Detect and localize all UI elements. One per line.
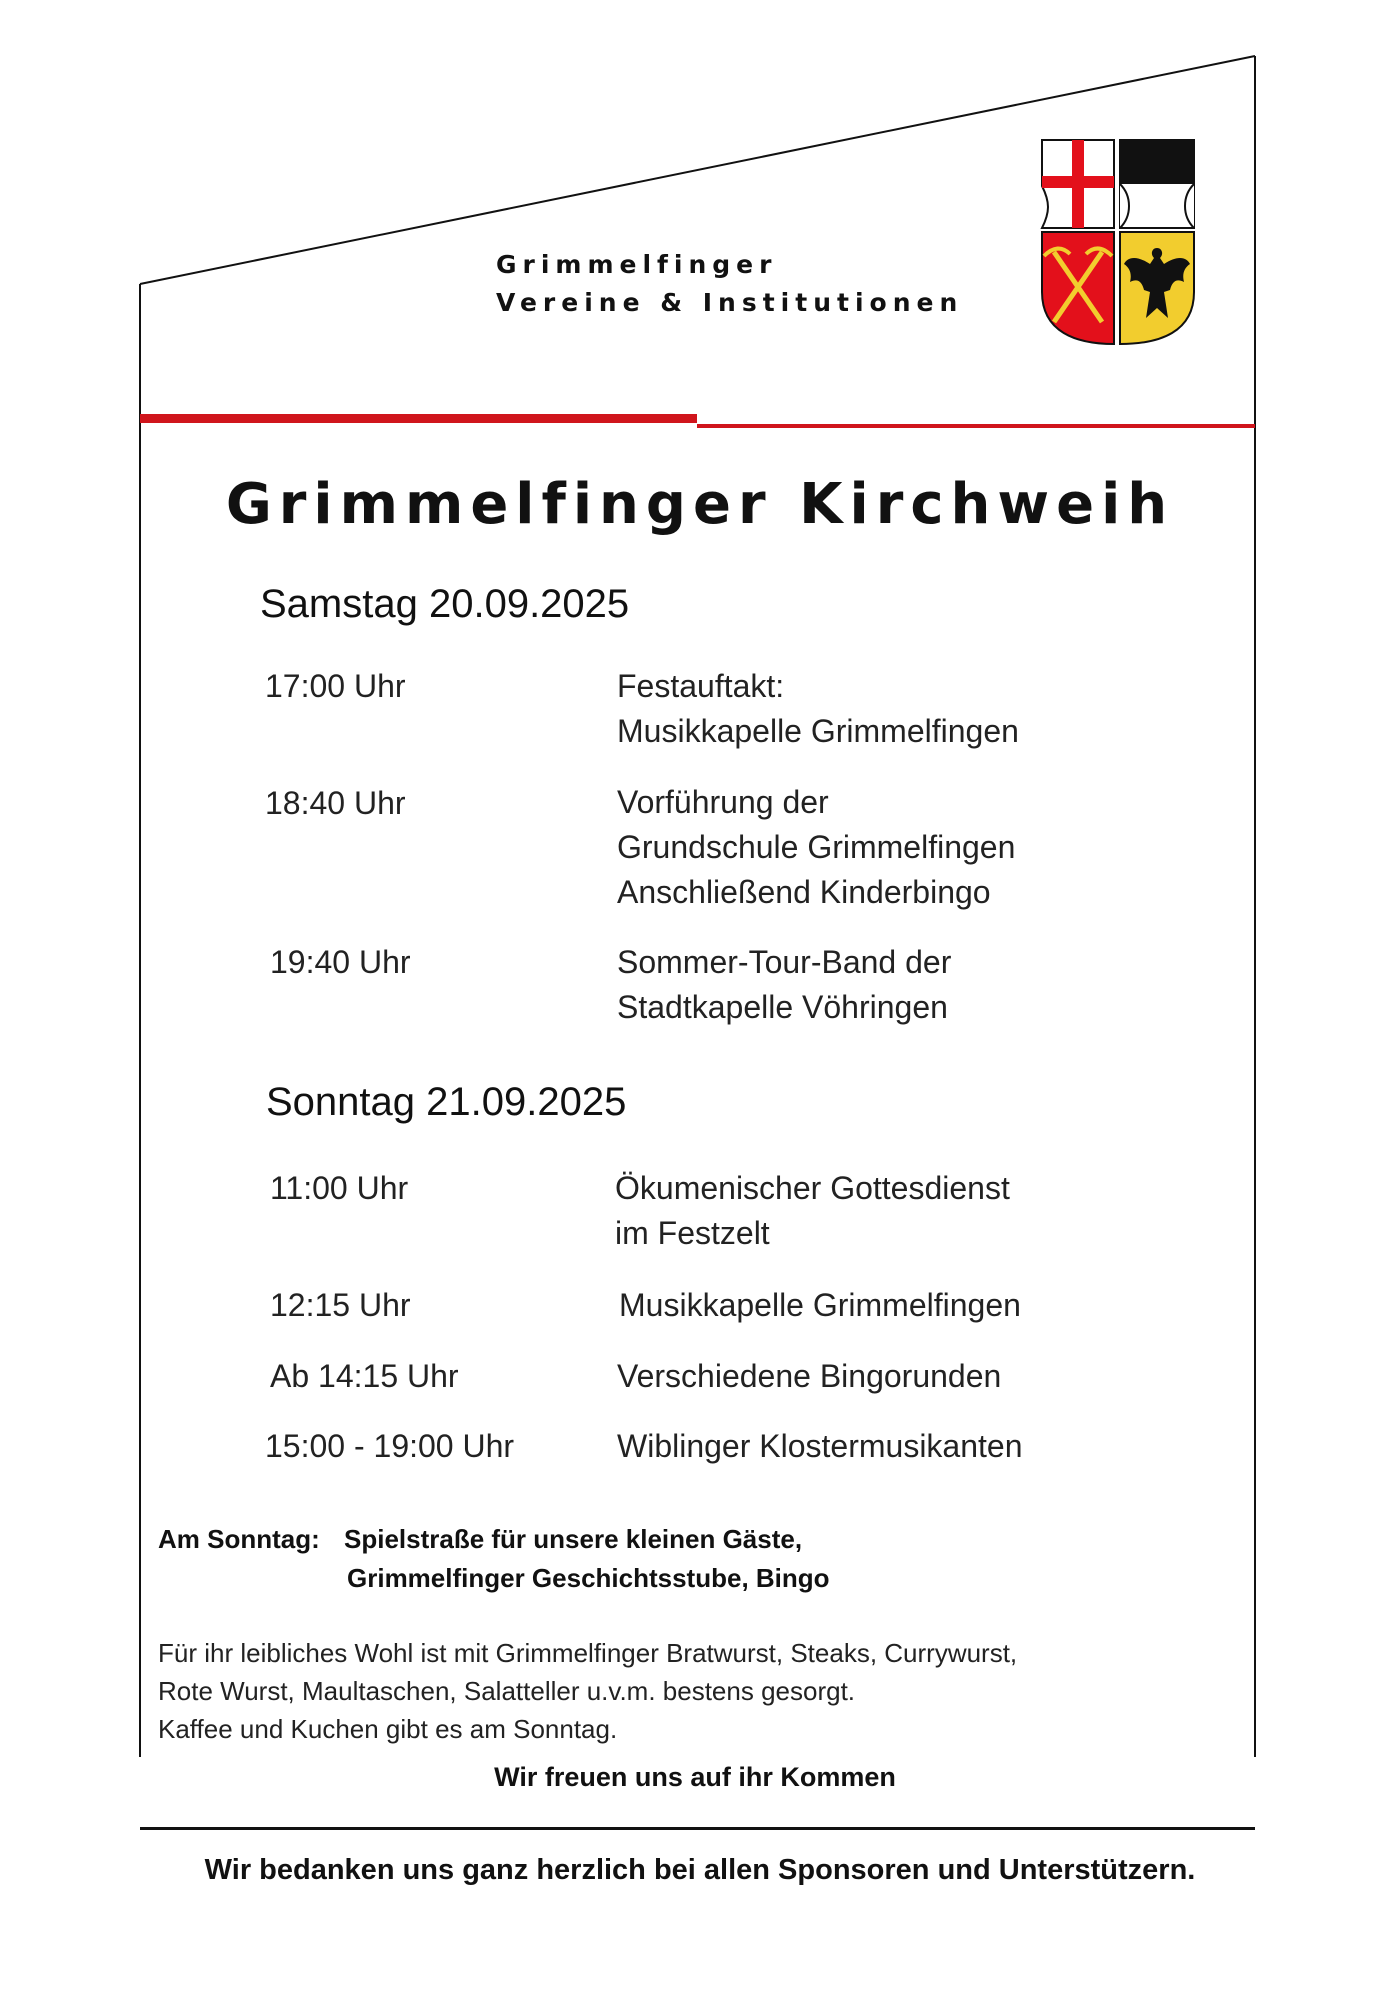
- event-time: 11:00 Uhr: [270, 1170, 409, 1206]
- event-title: Grimmelfinger Kirchweih: [225, 472, 1175, 537]
- footer-divider: [140, 1827, 1255, 1830]
- event-activity: Musikkapelle Grimmelfingen: [619, 1287, 1021, 1323]
- sunday-note-line1: Spielstraße für unsere kleinen Gäste,: [344, 1524, 803, 1554]
- event-time: 17:00 Uhr: [265, 668, 406, 704]
- event-time: 19:40 Uhr: [270, 944, 411, 980]
- coat-of-arms-icon: [1036, 132, 1200, 348]
- event-time: 15:00 - 19:00 Uhr: [265, 1428, 515, 1464]
- event-activity: Ökumenischer Gottesdienst im Festzelt: [615, 1170, 1010, 1251]
- event-activity: Festauftakt: Musikkapelle Grimmelfingen: [617, 668, 1019, 749]
- sponsor-thanks: Wir bedanken uns ganz herzlich bei allen Sponsoren und Unterstützern.: [204, 1854, 1196, 1886]
- org-name-line1: Grimmelfinger: [496, 250, 778, 279]
- event-activity: Vorführung der Grundschule Grimmelfingen Anschließend Kinderbingo: [617, 784, 1016, 910]
- day-heading-sunday: Sonntag 21.09.2025: [266, 1080, 627, 1124]
- event-time: Ab 14:15 Uhr: [270, 1358, 459, 1394]
- event-time: 12:15 Uhr: [270, 1287, 411, 1323]
- accent-bar-thin: [697, 424, 1255, 428]
- event-activity: Verschiedene Bingorunden: [617, 1358, 1002, 1394]
- catering-info: Für ihr leibliches Wohl ist mit Grimmelfinger Bratwurst, Steaks, Currywurst, Rote Wurst, Maultaschen, Salatteller u.v.m. bestens gesorgt. Kaffee und Kuchen gibt es am Sonntag.: [158, 1638, 1018, 1744]
- event-activity: Sommer-Tour-Band der Stadtkapelle Vöhringen: [617, 944, 952, 1025]
- event-activity: Wiblinger Klostermusikanten: [617, 1428, 1023, 1464]
- sunday-note-label: Am Sonntag:: [158, 1524, 320, 1554]
- day-heading-saturday: Samstag 20.09.2025: [260, 582, 630, 626]
- org-name-line2: Vereine & Institutionen: [496, 288, 964, 317]
- sunday-note-line2: Grimmelfinger Geschichtsstube, Bingo: [347, 1563, 830, 1593]
- welcome-text: Wir freuen uns auf ihr Kommen: [494, 1762, 896, 1792]
- event-time: 18:40 Uhr: [265, 785, 406, 821]
- accent-bar-thick: [140, 414, 697, 423]
